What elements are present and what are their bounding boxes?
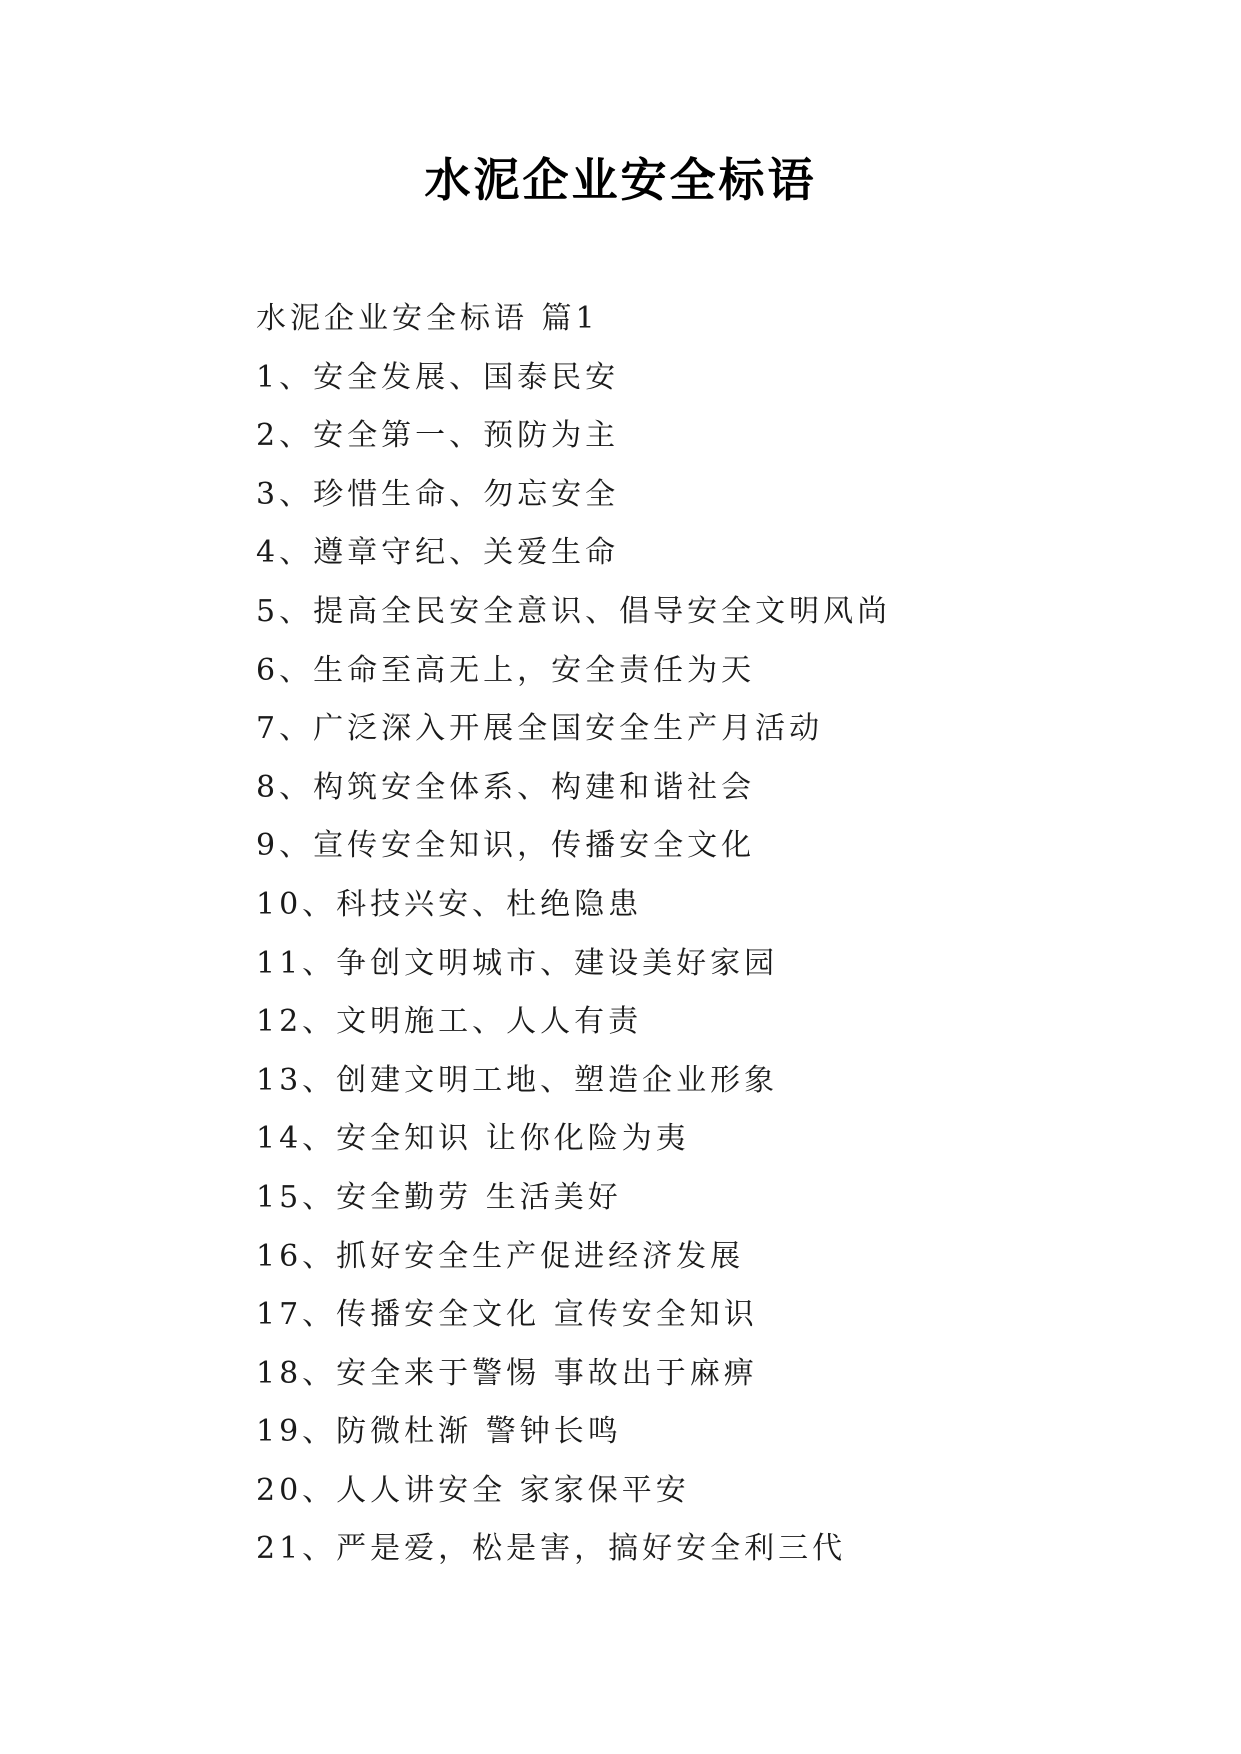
slogan-item: 7、广泛深入开展全国安全生产月活动 bbox=[256, 711, 824, 747]
slogan-item: 21、严是爱，松是害，搞好安全利三代 bbox=[256, 1531, 847, 1567]
slogan-item: 15、安全勤劳 生活美好 bbox=[256, 1179, 622, 1215]
slogan-item: 14、安全知识 让你化险为夷 bbox=[256, 1121, 690, 1157]
slogan-item: 8、构筑安全体系、构建和谐社会 bbox=[256, 769, 756, 805]
document-body bbox=[256, 290, 1156, 1579]
slogan-item: 12、文明施工、人人有责 bbox=[256, 1004, 643, 1040]
slogan-item: 11、争创文明城市、建设美好家园 bbox=[256, 945, 779, 981]
slogan-item: 19、防微杜渐 警钟长鸣 bbox=[256, 1414, 622, 1450]
slogan-item: 4、遵章守纪、关爱生命 bbox=[256, 535, 620, 571]
slogan-item: 17、传播安全文化 宣传安全知识 bbox=[256, 1297, 758, 1333]
slogan-item: 2、安全第一、预防为主 bbox=[256, 418, 620, 454]
document-title: 水泥企业安全标语 bbox=[424, 153, 817, 207]
slogan-item: 5、提高全民安全意识、倡导安全文明风尚 bbox=[256, 593, 892, 629]
slogan-item: 9、宣传安全知识，传播安全文化 bbox=[256, 828, 756, 864]
slogan-item: 20、人人讲安全 家家保平安 bbox=[256, 1472, 690, 1508]
slogan-item: 3、珍惜生命、勿忘安全 bbox=[256, 476, 620, 512]
slogan-item: 6、生命至高无上，安全责任为天 bbox=[256, 652, 756, 688]
slogan-item: 16、抓好安全生产促进经济发展 bbox=[256, 1238, 745, 1274]
slogan-item: 18、安全来于警惕 事故出于麻痹 bbox=[256, 1355, 758, 1391]
slogan-item: 13、创建文明工地、塑造企业形象 bbox=[256, 1062, 779, 1098]
section-heading: 水泥企业安全标语 篇1 bbox=[256, 301, 599, 336]
slogan-item: 1、安全发展、国泰民安 bbox=[256, 359, 620, 395]
slogan-item: 10、科技兴安、杜绝隐患 bbox=[256, 886, 643, 922]
